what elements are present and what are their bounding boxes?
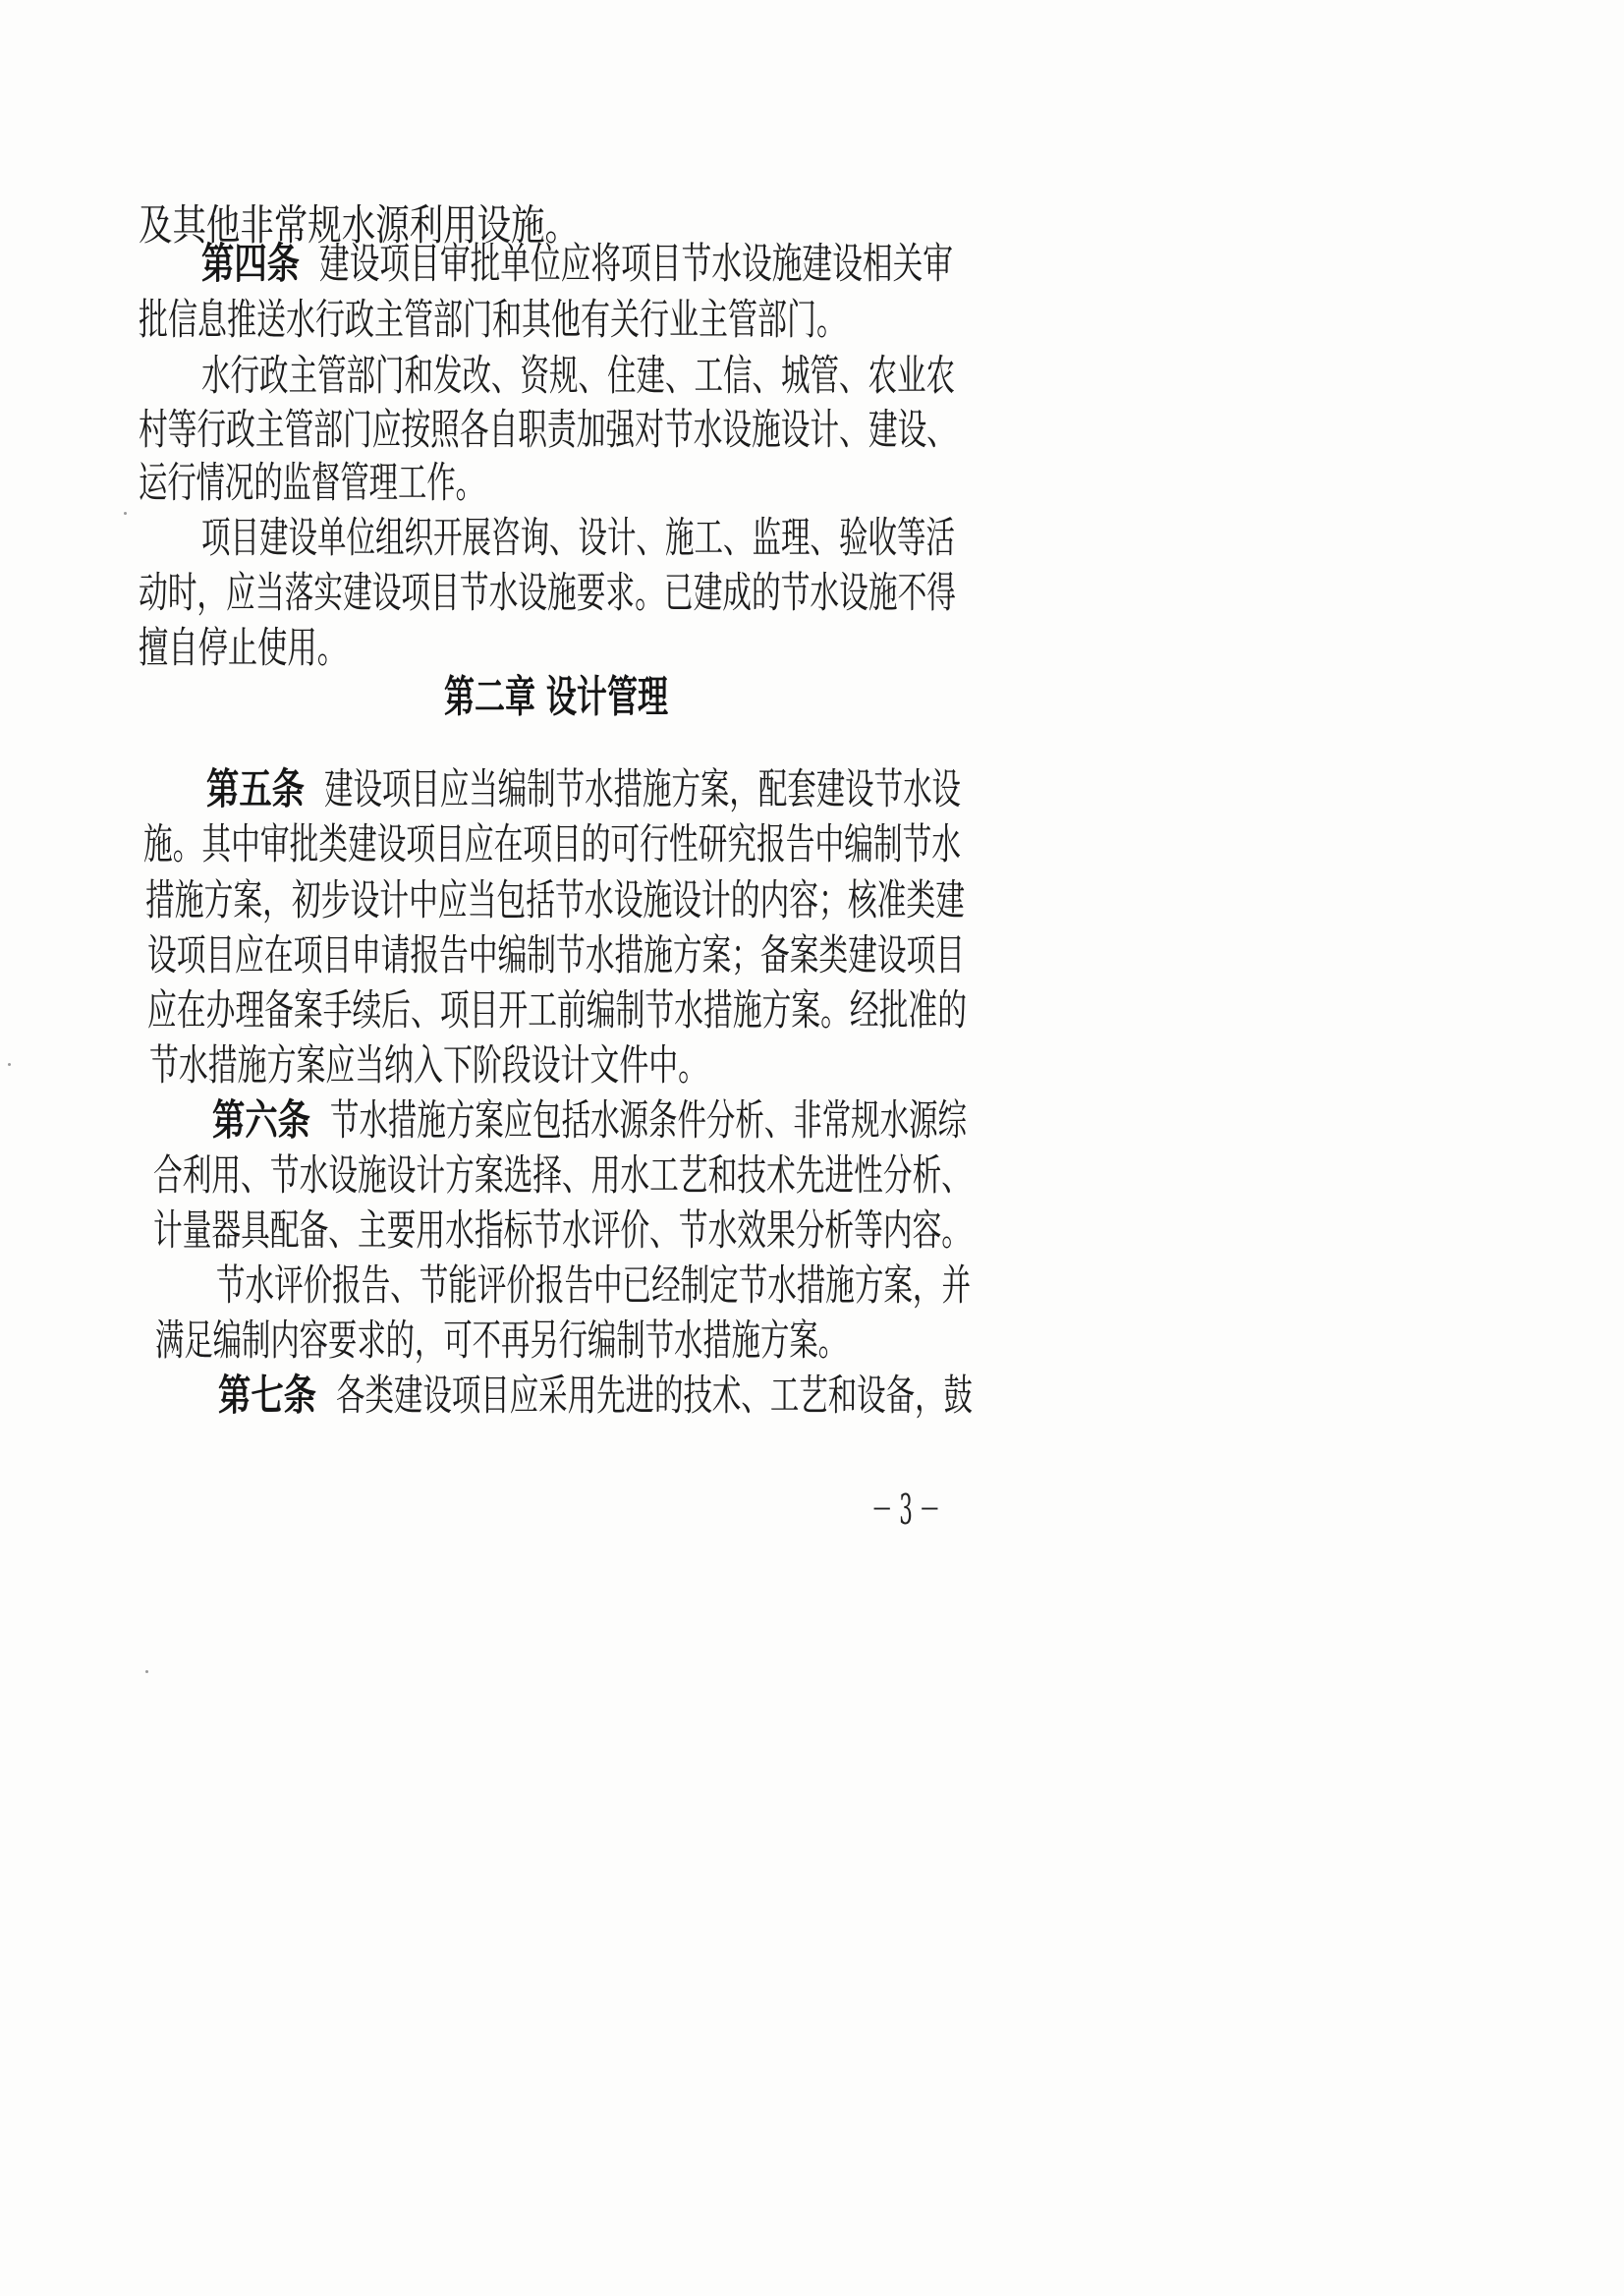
article-7-line (0, 1357, 1624, 1435)
scan-speck (124, 512, 127, 515)
line-text: 及其他非常规水源利用设施。 (139, 201, 579, 251)
chapter-title: 第二章 设计管理 (444, 672, 668, 722)
line-text: 满足编制内容要求的，可不再另行编制节水措施方案。 (155, 1316, 847, 1366)
line-text: 村等行政主管部门应按照各自职责加强对节水设施设计、建设、 (139, 406, 956, 455)
line-text: 动时，应当落实建设项目节水设施要求。已建成的节水设施不得 (139, 569, 956, 618)
line-text: 批信息推送水行政主管部门和其他有关行业主管部门。 (139, 296, 846, 345)
line-text: 建设项目审批单位应将项目节水设施建设相关审 (319, 240, 953, 289)
line-text: 措施方案，初步设计中应当包括节水设施设计的内容；核准类建 (145, 876, 965, 925)
article-5-label: 第五条 (206, 765, 305, 814)
page-number: － 3 － (871, 1485, 940, 1534)
line-text: 应在办理备案手续后、项目开工前编制节水措施方案。经批准的 (147, 986, 967, 1036)
line-text: 施。其中审批类建设项目应在项目的可行性研究报告中编制节水 (143, 820, 961, 869)
line-text: 运行情况的监督管理工作。 (139, 459, 484, 508)
scan-speck (145, 1670, 148, 1673)
line-text: 擅自停止使用。 (139, 624, 347, 673)
page-number-line (0, 1471, 1624, 1549)
line-text: 设项目应在项目申请报告中编制节水措施方案；备案类建设项目 (147, 931, 965, 980)
scan-speck (8, 1063, 11, 1066)
line-text: 合利用、节水设施设计方案选择、用水工艺和技术先进性分析、 (153, 1151, 971, 1201)
line-text: 建设项目应当编制节水措施方案，配套建设节水设 (324, 765, 961, 814)
article-4-label: 第四条 (201, 240, 300, 289)
article-7-label: 第七条 (218, 1372, 316, 1421)
line-text: 节水措施方案应当纳入下阶段设计文件中。 (149, 1041, 707, 1091)
line-text: 项目建设单位组织开展咨询、设计、施工、监理、验收等活 (201, 514, 956, 563)
line-text: 计量器具配备、主要用水指标节水评价、节水效果分析等内容。 (153, 1206, 971, 1256)
chapter-heading (0, 658, 1624, 737)
line-text: 节水措施方案应包括水源条件分析、非常规水源综 (330, 1096, 967, 1146)
line-text: 节水评价报告、节能评价报告中已经制定节水措施方案，并 (216, 1261, 971, 1311)
article-6-label: 第六条 (212, 1096, 310, 1146)
line-text: 水行政主管部门和发改、资规、住建、工信、城管、农业农 (201, 352, 956, 401)
line-text: 各类建设项目应采用先进的技术、工艺和设备，鼓 (336, 1372, 973, 1421)
